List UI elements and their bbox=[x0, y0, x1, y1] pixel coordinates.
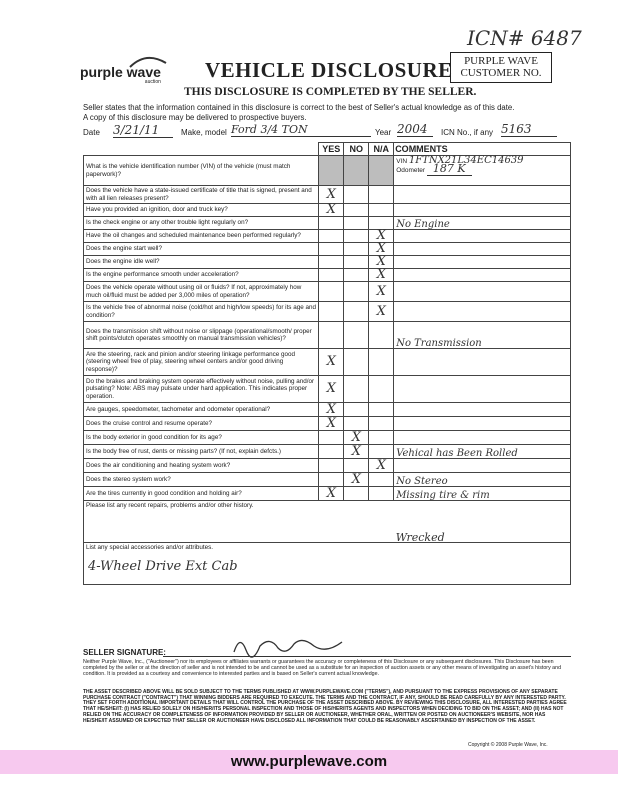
question-text: Have you provided an ignition, door and truck key? bbox=[84, 204, 319, 217]
comment-field[interactable] bbox=[394, 302, 571, 322]
vin-label: VIN bbox=[396, 158, 408, 165]
answer-no[interactable] bbox=[344, 282, 369, 302]
answer-na[interactable] bbox=[369, 204, 394, 217]
vin-field[interactable]: 1FTNX21L34EC14639 bbox=[408, 155, 524, 166]
table-row bbox=[84, 376, 571, 403]
logo-sub: auction bbox=[144, 79, 161, 85]
logo-swoosh bbox=[128, 55, 168, 74]
table-header bbox=[84, 143, 571, 156]
repairs-row bbox=[84, 501, 571, 543]
answer-no[interactable]: X bbox=[344, 473, 369, 487]
comment-field[interactable] bbox=[394, 282, 571, 302]
answer-yes[interactable]: X bbox=[319, 204, 344, 217]
answer-yes[interactable] bbox=[319, 269, 344, 282]
signature-label: SELLER SIGNATURE: bbox=[83, 648, 166, 657]
disclosure-table bbox=[83, 142, 571, 585]
col-no: NO bbox=[344, 143, 369, 156]
answer-no[interactable] bbox=[344, 204, 369, 217]
answer-no[interactable] bbox=[344, 349, 369, 376]
question-text: Are the tires currently in good condition and holding air? bbox=[84, 487, 319, 501]
comment-field[interactable] bbox=[394, 417, 571, 431]
question-text: Does the vehicle operate without using oil or fluids? If not, approximately how much oil/fluid must be added per 3,000 miles of operation? bbox=[84, 282, 319, 302]
answer-na[interactable]: X bbox=[369, 243, 394, 256]
answer-na[interactable]: X bbox=[369, 459, 394, 473]
comment-field[interactable] bbox=[394, 243, 571, 256]
question-text: Do the brakes and braking system operate effectively without noise, pulling and/or pulsating? Note: ABS may pulsate under hard application. This indicates proper operation. bbox=[84, 376, 319, 403]
question-text: Does the transmission shift without noise or slippage (operational/smooth/ proper shift points/clutch operates smoothly on manual transmission vehicles)? bbox=[84, 322, 319, 349]
answer-yes[interactable] bbox=[319, 431, 344, 445]
table-row bbox=[84, 269, 571, 282]
comment-field[interactable] bbox=[394, 204, 571, 217]
question-text: Is the engine performance smooth under acceleration? bbox=[84, 269, 319, 282]
answer-yes[interactable] bbox=[319, 282, 344, 302]
intro-line-2: A copy of this disclosure may be delivered to prospective buyers. bbox=[83, 113, 307, 122]
question-text: Have the oil changes and scheduled maintenance been performed regularly? bbox=[84, 230, 319, 243]
table-row bbox=[84, 243, 571, 256]
subtitle: THIS DISCLOSURE IS COMPLETED BY THE SELLER. bbox=[184, 86, 477, 98]
answer-no[interactable] bbox=[344, 417, 369, 431]
table-row bbox=[84, 204, 571, 217]
answer-yes[interactable]: X bbox=[319, 376, 344, 403]
answer-yes[interactable] bbox=[319, 459, 344, 473]
answer-na[interactable] bbox=[369, 322, 394, 349]
answer-yes[interactable] bbox=[319, 217, 344, 230]
question-text: Are gauges, speedometer, tachometer and odometer operational? bbox=[84, 403, 319, 417]
make-field[interactable]: Ford 3/4 TON bbox=[231, 123, 371, 137]
question-rows bbox=[84, 186, 571, 501]
table-row bbox=[84, 417, 571, 431]
answer-no[interactable]: X bbox=[344, 445, 369, 459]
col-na: N/A bbox=[369, 143, 394, 156]
answer-no[interactable] bbox=[344, 269, 369, 282]
answer-yes[interactable]: X bbox=[319, 417, 344, 431]
table-row bbox=[84, 322, 571, 349]
question-text: Is the body free of rust, dents or missing parts? (If not, explain defcts.) bbox=[84, 445, 319, 459]
comment-field[interactable] bbox=[394, 376, 571, 403]
question-text: Does the engine start well? bbox=[84, 243, 319, 256]
answer-yes[interactable] bbox=[319, 302, 344, 322]
comment-field[interactable] bbox=[394, 230, 571, 243]
answer-na[interactable] bbox=[369, 487, 394, 501]
comment-field[interactable] bbox=[394, 349, 571, 376]
comment-field[interactable] bbox=[394, 269, 571, 282]
answer-na[interactable] bbox=[369, 417, 394, 431]
answer-na[interactable] bbox=[369, 186, 394, 204]
page-title: VEHICLE DISCLOSURE bbox=[205, 58, 453, 82]
question-text: Does the stereo system work? bbox=[84, 473, 319, 487]
question-text: Does the cruise control and resume operate? bbox=[84, 417, 319, 431]
table-row bbox=[84, 459, 571, 473]
year-label: Year bbox=[375, 128, 392, 137]
footer-url[interactable]: www.purplewave.com bbox=[0, 750, 618, 774]
comment-field[interactable]: No Engine bbox=[394, 217, 571, 230]
icn-field[interactable]: 5163 bbox=[501, 122, 557, 137]
answer-yes[interactable]: X bbox=[319, 487, 344, 501]
table-row bbox=[84, 256, 571, 269]
answer-yes[interactable]: X bbox=[319, 186, 344, 204]
table-row bbox=[84, 487, 571, 501]
table-row bbox=[84, 403, 571, 417]
answer-na[interactable]: X bbox=[369, 302, 394, 322]
answer-na[interactable]: X bbox=[369, 269, 394, 282]
accessories-label: List any special accessories and/or attributes. bbox=[86, 544, 214, 551]
answer-no[interactable] bbox=[344, 186, 369, 204]
repairs-field[interactable]: Wrecked bbox=[394, 501, 571, 543]
answer-no[interactable] bbox=[344, 376, 369, 403]
answer-na[interactable]: X bbox=[369, 230, 394, 243]
vin-question: What is the vehicle identification number (VIN) of the vehicle (must match paperwork)? bbox=[84, 156, 319, 186]
table-row bbox=[84, 473, 571, 487]
vin-row bbox=[84, 156, 571, 186]
date-field[interactable]: 3/21/11 bbox=[113, 123, 173, 138]
answer-yes[interactable] bbox=[319, 243, 344, 256]
comment-field[interactable] bbox=[394, 431, 571, 445]
answer-na[interactable] bbox=[369, 473, 394, 487]
comment-field[interactable] bbox=[394, 256, 571, 269]
table-row bbox=[84, 230, 571, 243]
answer-yes[interactable] bbox=[319, 256, 344, 269]
question-text: Is the vehicle free of abnormal noise (cold/hot and high/low speeds) for its age and condition? bbox=[84, 302, 319, 322]
icn-handwritten: ICN# 6487 bbox=[467, 26, 582, 50]
table-row bbox=[84, 217, 571, 230]
answer-no[interactable] bbox=[344, 243, 369, 256]
accessories-field[interactable]: 4-Wheel Drive Ext Cab bbox=[88, 559, 238, 575]
table-row bbox=[84, 349, 571, 376]
copyright: Copyright © 2008 Purple Wave, Inc. bbox=[468, 742, 548, 748]
answer-no[interactable] bbox=[344, 217, 369, 230]
col-comments: COMMENTS bbox=[394, 143, 571, 156]
table-row bbox=[84, 186, 571, 204]
customer-no-box: PURPLE WAVE CUSTOMER NO. bbox=[450, 52, 552, 83]
answer-na[interactable] bbox=[369, 431, 394, 445]
disclaimer-1: Neither Purple Wave, Inc., ("Auctioneer") nor its employees or affiliates warrants or guarantees the accuracy or completeness of this Disclosure or any subsequent disclosures. This Disclosure has been completed by the seller or at the direction of seller and is not intended to be and cannot be used as a substitute for an inspection of auction assets or any other means of investigating an asset's history and condition. It is provided as a courtesy and convenience to interested parties and is based on Seller's current actual knowledge. bbox=[83, 659, 562, 678]
odometer-field[interactable]: 187 K bbox=[427, 162, 472, 176]
question-text: Are the steering, rack and pinion and/or steering linkage performance good (steering wheel free of play, steering wheel centers and/or good driving response)? bbox=[84, 349, 319, 376]
table-row bbox=[84, 302, 571, 322]
answer-na[interactable] bbox=[369, 403, 394, 417]
vin-cell bbox=[394, 156, 571, 186]
answer-no[interactable] bbox=[344, 487, 369, 501]
answer-yes[interactable] bbox=[319, 230, 344, 243]
answer-no[interactable] bbox=[344, 302, 369, 322]
answer-no[interactable] bbox=[344, 403, 369, 417]
question-text: Is the check engine or any other trouble light regularly on? bbox=[84, 217, 319, 230]
answer-na[interactable]: X bbox=[369, 282, 394, 302]
comment-field[interactable]: No Transmission bbox=[394, 322, 571, 349]
table-row bbox=[84, 282, 571, 302]
answer-no[interactable]: X bbox=[344, 431, 369, 445]
answer-na[interactable] bbox=[369, 445, 394, 459]
answer-no[interactable] bbox=[344, 459, 369, 473]
table-row bbox=[84, 431, 571, 445]
answer-na[interactable] bbox=[369, 349, 394, 376]
repairs-label: Please list any recent repairs, problems and/or other history. bbox=[84, 501, 394, 543]
question-text: Is the body exterior in good condition for its age? bbox=[84, 431, 319, 445]
answer-yes[interactable]: X bbox=[319, 403, 344, 417]
comment-field[interactable]: Missing tire & rim bbox=[394, 487, 571, 501]
answer-na[interactable]: X bbox=[369, 256, 394, 269]
disclaimer-2: THE ASSET DESCRIBED ABOVE WILL BE SOLD SUBJECT TO THE TERMS PUBLISHED AT WWW.PURPLEWAVE.COM ("TERMS"), AND PURSUANT TO THE EXPRESS PROVISIONS OF ANY SEPARATE PURCHASE CONTRACT ("CONTRACT") THAT WINNING BIDDERS ARE REQUIRED TO EXECUTE. THE TERMS AND THE CONTRACT, IF ANY, SHOULD BE READ CAREFULLY BY ANY INTERESTED PARTY. THEY SET FORTH ADDITIONAL IMPORTANT DETAILS THAT WILL CONTROL THE PURCHASE OF THE ASSET DESCRIBED ABOVE. BY REVIEWING THIS DISCLOSURE, ALL INTERESTED PARTIES AGREE THAT HE/SHE/IT: (I) HAS RELIED SOLELY ON HIS/HER/ITS PERSONAL INSPECTION AND THOSE OF HIS/HER/ITS AGENTS AND INSPECTORS WHEN DECIDING TO BID ON THE ASSET; AND (II) HAS NOT RELIED ON THE ACCURACY OR COMPLETENESS OF INFORMATION PROVIDED BY SELLER OR AUCTIONEER, WHETHER ORAL, WRITTEN OR POSTED ON AUCTIONEER'S WEBSITE, NOR HAS HE/SHE/IT ASSUMED OR EXPECTED THAT SELLER OR AUCTIONEER HAVE DISCLOSED ALL INFORMATION THAT COULD BE REASONABLY ASCERTAINED BY INSPECTION OF THE ASSET. bbox=[83, 689, 567, 724]
answer-yes[interactable] bbox=[319, 322, 344, 349]
comment-field[interactable]: Vehical has Been Rolled bbox=[394, 445, 571, 459]
icn-label: ICN No., if any bbox=[441, 128, 494, 137]
accessories-row bbox=[84, 543, 571, 585]
odometer-label: Odometer bbox=[396, 167, 426, 175]
table-row bbox=[84, 445, 571, 459]
comment-field[interactable] bbox=[394, 459, 571, 473]
answer-na[interactable] bbox=[369, 376, 394, 403]
date-label: Date bbox=[83, 128, 100, 137]
comment-field[interactable]: No Stereo bbox=[394, 473, 571, 487]
comment-field[interactable] bbox=[394, 186, 571, 204]
col-yes: YES bbox=[319, 143, 344, 156]
year-field[interactable]: 2004 bbox=[397, 122, 433, 137]
make-label: Make, model bbox=[181, 128, 227, 137]
answer-yes[interactable]: X bbox=[319, 349, 344, 376]
answer-yes[interactable] bbox=[319, 473, 344, 487]
answer-no[interactable] bbox=[344, 230, 369, 243]
signature-line[interactable] bbox=[163, 655, 571, 657]
intro-line-1: Seller states that the information contained in this disclosure is correct to the best of Seller's actual knowledge as of this date. bbox=[83, 103, 515, 112]
question-text: Does the vehicle have a state-issued certificate of title that is signed, present and with all lien releases present? bbox=[84, 186, 319, 204]
fields-line bbox=[83, 124, 573, 138]
question-text: Does the air conditioning and heating system work? bbox=[84, 459, 319, 473]
comment-field[interactable] bbox=[394, 403, 571, 417]
question-text: Does the engine idle well? bbox=[84, 256, 319, 269]
answer-yes[interactable] bbox=[319, 445, 344, 459]
answer-no[interactable] bbox=[344, 256, 369, 269]
logo-word: purple wave bbox=[80, 64, 161, 80]
answer-no[interactable] bbox=[344, 322, 369, 349]
